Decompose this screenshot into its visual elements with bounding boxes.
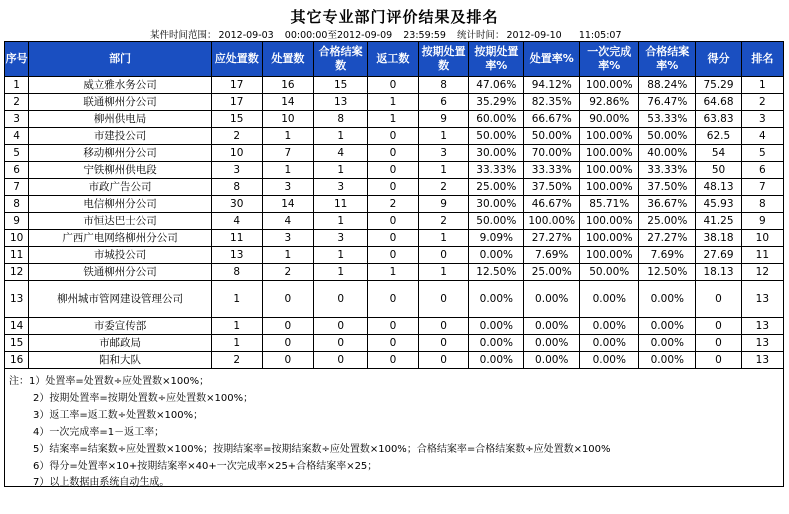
table-cell: 11 — [741, 247, 783, 264]
table-cell: 6 — [741, 162, 783, 179]
report-time-range — [150, 27, 624, 41]
table-cell: 14 — [262, 94, 314, 111]
table-cell: 100.00% — [580, 213, 639, 230]
department-cell: 移动柳州分公司 — [29, 145, 212, 162]
table-cell: 100.00% — [580, 162, 639, 179]
table-cell: 3 — [5, 111, 29, 128]
table-cell: 75.29 — [696, 77, 741, 94]
table-row — [5, 145, 784, 162]
table-cell: 0 — [418, 247, 469, 264]
department-cell: 市邮政局 — [29, 335, 212, 352]
table-row — [5, 352, 784, 369]
column-header: 部门 — [29, 42, 212, 77]
table-row — [5, 247, 784, 264]
table-cell: 2 — [211, 352, 262, 369]
table-cell: 30 — [211, 196, 262, 213]
table-cell: 100.00% — [580, 77, 639, 94]
department-cell: 市建投公司 — [29, 128, 212, 145]
note-line: 5）结案率=结案数÷应处置数×100%；按期结案率=按期结案数÷应处置数×100%；合格结案率=合格结案数÷应处置数×100% — [33, 444, 611, 455]
table-cell: 1 — [418, 128, 469, 145]
column-header: 返工数 — [368, 42, 419, 77]
column-header: 按期处置率% — [469, 42, 524, 77]
table-cell: 37.50% — [639, 179, 696, 196]
table-cell: 8 — [211, 179, 262, 196]
table-cell: 0 — [368, 162, 419, 179]
table-cell: 9.09% — [469, 230, 524, 247]
table-row — [5, 335, 784, 352]
table-cell: 0.00% — [469, 247, 524, 264]
table-cell: 0 — [696, 335, 741, 352]
department-cell: 市政广告公司 — [29, 179, 212, 196]
table-cell: 25.00% — [639, 213, 696, 230]
table-cell: 8 — [418, 77, 469, 94]
table-cell: 0 — [314, 281, 368, 318]
column-header: 合格结案率% — [639, 42, 696, 77]
table-cell: 50 — [696, 162, 741, 179]
stat-date: 2012-09-10 — [506, 30, 562, 41]
table-row — [5, 264, 784, 281]
note-line: 注：1）处置率=处置数÷应处置数×100%； — [9, 376, 210, 387]
table-cell: 0.00% — [524, 281, 580, 318]
table-cell: 3 — [314, 230, 368, 247]
table-cell: 2 — [368, 196, 419, 213]
table-cell: 27.27% — [639, 230, 696, 247]
table-cell: 15 — [5, 335, 29, 352]
table-cell: 4 — [741, 128, 783, 145]
table-cell: 13 — [5, 281, 29, 318]
table-cell: 14 — [5, 318, 29, 335]
table-cell: 2 — [211, 128, 262, 145]
table-cell: 60.00% — [469, 111, 524, 128]
table-cell: 0 — [314, 352, 368, 369]
column-header: 处置数 — [262, 42, 314, 77]
column-header: 按期处置数 — [418, 42, 469, 77]
range-start: 2012-09-03 — [218, 30, 274, 41]
table-cell: 36.67% — [639, 196, 696, 213]
table-cell: 30.00% — [469, 145, 524, 162]
table-cell: 14 — [262, 196, 314, 213]
table-cell: 25.00% — [469, 179, 524, 196]
table-cell: 90.00% — [580, 111, 639, 128]
table-cell: 1 — [211, 318, 262, 335]
table-cell: 0.00% — [639, 352, 696, 369]
table-cell: 0 — [368, 247, 419, 264]
table-cell: 0 — [314, 318, 368, 335]
table-cell: 12.50% — [469, 264, 524, 281]
table-cell: 0 — [418, 318, 469, 335]
table-cell: 9 — [741, 213, 783, 230]
table-cell: 6 — [5, 162, 29, 179]
table-cell: 3 — [211, 162, 262, 179]
stat-label: 统计时间： — [456, 30, 505, 41]
department-cell: 柳州城市管网建设管理公司 — [29, 281, 212, 318]
table-cell: 0 — [368, 128, 419, 145]
table-cell: 0 — [368, 281, 419, 318]
table-cell: 1 — [314, 213, 368, 230]
table-cell: 0.00% — [524, 318, 580, 335]
table-cell: 45.93 — [696, 196, 741, 213]
table-cell: 11 — [5, 247, 29, 264]
table-cell: 30.00% — [469, 196, 524, 213]
table-cell: 27.69 — [696, 247, 741, 264]
table-cell: 15 — [314, 77, 368, 94]
table-cell: 1 — [314, 264, 368, 281]
table-cell: 18.13 — [696, 264, 741, 281]
table-cell: 8 — [211, 264, 262, 281]
table-cell: 7.69% — [524, 247, 580, 264]
table-cell: 2 — [262, 264, 314, 281]
table-cell: 50.00% — [469, 128, 524, 145]
table-cell: 88.24% — [639, 77, 696, 94]
note-line: 6）得分=处置率×10+按期结案率×40+一次完成率×25+合格结案率×25； — [33, 461, 378, 472]
table-cell: 64.68 — [696, 94, 741, 111]
table-cell: 1 — [211, 335, 262, 352]
table-cell: 1 — [5, 77, 29, 94]
table-cell: 10 — [262, 111, 314, 128]
table-cell: 0 — [368, 318, 419, 335]
note-line: 7）以上数据由系统自动生成。 — [33, 477, 170, 488]
table-cell: 13 — [211, 247, 262, 264]
table-cell: 0 — [262, 281, 314, 318]
table-cell: 54 — [696, 145, 741, 162]
table-cell: 1 — [368, 94, 419, 111]
table-cell: 1 — [314, 128, 368, 145]
department-cell: 广西广电网络柳州分公司 — [29, 230, 212, 247]
table-cell: 11 — [211, 230, 262, 247]
table-cell: 0.00% — [580, 352, 639, 369]
table-cell: 15 — [211, 111, 262, 128]
stat-time: 11:05:07 — [578, 30, 622, 41]
table-cell: 10 — [741, 230, 783, 247]
table-header — [5, 42, 784, 77]
table-cell: 0 — [696, 318, 741, 335]
table-row — [5, 196, 784, 213]
note-line: 2）按期处置率=按期处置数÷应处置数×100%； — [33, 393, 254, 404]
column-header: 处置率% — [524, 42, 580, 77]
table-cell: 3 — [741, 111, 783, 128]
table-cell: 50.00% — [580, 264, 639, 281]
table-cell: 0 — [368, 352, 419, 369]
table-cell: 0 — [368, 145, 419, 162]
table-cell: 0 — [262, 352, 314, 369]
table-row — [5, 94, 784, 111]
table-cell: 5 — [741, 145, 783, 162]
table-cell: 33.33% — [469, 162, 524, 179]
table-cell: 4 — [5, 128, 29, 145]
table-cell: 0.00% — [469, 352, 524, 369]
table-cell: 0 — [368, 77, 419, 94]
department-cell: 电信柳州分公司 — [29, 196, 212, 213]
note-line: 3）返工率=返工数÷处置数×100%； — [33, 410, 204, 421]
table-cell: 8 — [314, 111, 368, 128]
range-label: 某件时间范围： — [150, 30, 217, 41]
table-cell: 63.83 — [696, 111, 741, 128]
table-cell: 8 — [741, 196, 783, 213]
table-cell: 0 — [418, 335, 469, 352]
table-cell: 0.00% — [524, 335, 580, 352]
table-cell: 0.00% — [469, 281, 524, 318]
table-row — [5, 111, 784, 128]
table-cell: 0.00% — [580, 335, 639, 352]
table-cell: 41.25 — [696, 213, 741, 230]
table-cell: 35.29% — [469, 94, 524, 111]
table-cell: 0.00% — [524, 352, 580, 369]
table-cell: 40.00% — [639, 145, 696, 162]
report-title: 其它专业部门评价结果及排名 — [290, 8, 499, 26]
table-cell: 0 — [262, 335, 314, 352]
table-cell: 16 — [262, 77, 314, 94]
table-cell: 0.00% — [580, 318, 639, 335]
table-cell: 0 — [368, 335, 419, 352]
table-cell: 0 — [368, 213, 419, 230]
table-cell: 0 — [368, 230, 419, 247]
table-row — [5, 213, 784, 230]
table-cell: 13 — [314, 94, 368, 111]
table-cell: 10 — [5, 230, 29, 247]
table-cell: 2 — [741, 94, 783, 111]
table-cell: 3 — [262, 179, 314, 196]
column-header: 一次完成率% — [580, 42, 639, 77]
table-row — [5, 281, 784, 318]
department-cell: 柳州供电局 — [29, 111, 212, 128]
table-cell: 27.27% — [524, 230, 580, 247]
table-cell: 76.47% — [639, 94, 696, 111]
table-cell: 100.00% — [580, 128, 639, 145]
table-cell: 48.13 — [696, 179, 741, 196]
table-cell: 25.00% — [524, 264, 580, 281]
table-cell: 100.00% — [524, 213, 580, 230]
table-cell: 100.00% — [580, 247, 639, 264]
department-cell: 铁通柳州分公司 — [29, 264, 212, 281]
table-cell: 12 — [5, 264, 29, 281]
table-cell: 0 — [696, 352, 741, 369]
table-cell: 1 — [314, 162, 368, 179]
table-cell: 1 — [418, 162, 469, 179]
column-header: 应处置数 — [211, 42, 262, 77]
table-cell: 50.00% — [469, 213, 524, 230]
table-cell: 0.00% — [469, 335, 524, 352]
table-row — [5, 318, 784, 335]
table-cell: 7 — [5, 179, 29, 196]
table-row — [5, 230, 784, 247]
table-cell: 1 — [262, 247, 314, 264]
table-cell: 8 — [5, 196, 29, 213]
note-line: 4）一次完成率=1－返工率； — [33, 427, 165, 438]
range-end-time: 23:59:59 — [403, 30, 446, 41]
table-cell: 1 — [418, 264, 469, 281]
department-cell: 市城投公司 — [29, 247, 212, 264]
table-cell: 4 — [262, 213, 314, 230]
table-row — [5, 162, 784, 179]
table-cell: 47.06% — [469, 77, 524, 94]
table-cell: 100.00% — [580, 230, 639, 247]
column-header: 合格结案数 — [314, 42, 368, 77]
table-cell: 13 — [741, 318, 783, 335]
table-cell: 70.00% — [524, 145, 580, 162]
table-row — [5, 179, 784, 196]
table-cell: 17 — [211, 77, 262, 94]
table-cell: 1 — [211, 281, 262, 318]
department-cell: 市委宣传部 — [29, 318, 212, 335]
table-cell: 3 — [262, 230, 314, 247]
table-cell: 37.50% — [524, 179, 580, 196]
table-cell: 7.69% — [639, 247, 696, 264]
table-cell: 0 — [314, 335, 368, 352]
table-cell: 0 — [368, 179, 419, 196]
table-cell: 0.00% — [580, 281, 639, 318]
table-cell: 4 — [314, 145, 368, 162]
table-cell: 1 — [262, 128, 314, 145]
column-header: 得分 — [696, 42, 741, 77]
table-cell: 7 — [262, 145, 314, 162]
table-cell: 94.12% — [524, 77, 580, 94]
table-cell: 1 — [262, 162, 314, 179]
table-cell: 3 — [418, 145, 469, 162]
table-cell: 6 — [418, 94, 469, 111]
table-cell: 9 — [5, 213, 29, 230]
table-cell: 5 — [5, 145, 29, 162]
table-cell: 12.50% — [639, 264, 696, 281]
table-row — [5, 77, 784, 94]
table-body — [5, 77, 784, 369]
table-cell: 13 — [741, 335, 783, 352]
table-cell: 46.67% — [524, 196, 580, 213]
table-cell: 16 — [5, 352, 29, 369]
table-cell: 85.71% — [580, 196, 639, 213]
table-cell: 7 — [741, 179, 783, 196]
department-cell: 威立雅水务公司 — [29, 77, 212, 94]
table-cell: 12 — [741, 264, 783, 281]
table-cell: 2 — [418, 179, 469, 196]
table-cell: 1 — [368, 111, 419, 128]
table-cell: 17 — [211, 94, 262, 111]
table-cell: 1 — [741, 77, 783, 94]
column-header: 序号 — [5, 42, 29, 77]
table-cell: 100.00% — [580, 145, 639, 162]
table-cell: 38.18 — [696, 230, 741, 247]
table-cell: 0 — [418, 352, 469, 369]
table-cell: 50.00% — [639, 128, 696, 145]
table-row — [5, 128, 784, 145]
column-header: 排名 — [741, 42, 783, 77]
table-cell: 0 — [696, 281, 741, 318]
table-cell: 66.67% — [524, 111, 580, 128]
table-cell: 0.00% — [639, 281, 696, 318]
table-cell: 2 — [5, 94, 29, 111]
table-cell: 0.00% — [639, 318, 696, 335]
department-cell: 市恒达巴士公司 — [29, 213, 212, 230]
table-cell: 2 — [418, 213, 469, 230]
department-cell: 联通柳州分公司 — [29, 94, 212, 111]
table-cell: 53.33% — [639, 111, 696, 128]
table-cell: 0 — [262, 318, 314, 335]
table-cell: 100.00% — [580, 179, 639, 196]
table-cell: 1 — [368, 264, 419, 281]
table-cell: 13 — [741, 281, 783, 318]
department-cell: 阳和大队 — [29, 352, 212, 369]
range-start-time: 00:00:00至2012-09-09 — [284, 30, 393, 41]
table-cell: 0.00% — [469, 318, 524, 335]
table-cell: 4 — [211, 213, 262, 230]
table-cell: 1 — [314, 247, 368, 264]
table-cell: 10 — [211, 145, 262, 162]
table-cell: 3 — [314, 179, 368, 196]
table-cell: 50.00% — [524, 128, 580, 145]
department-cell: 宁铁柳州供电段 — [29, 162, 212, 179]
table-cell: 0 — [418, 281, 469, 318]
table-cell: 92.86% — [580, 94, 639, 111]
table-cell: 9 — [418, 111, 469, 128]
table-cell: 62.5 — [696, 128, 741, 145]
evaluation-table — [4, 41, 784, 369]
table-cell: 13 — [741, 352, 783, 369]
table-cell: 82.35% — [524, 94, 580, 111]
table-cell: 0.00% — [639, 335, 696, 352]
table-cell: 1 — [418, 230, 469, 247]
table-cell: 11 — [314, 196, 368, 213]
table-cell: 33.33% — [524, 162, 580, 179]
table-cell: 9 — [418, 196, 469, 213]
notes-box — [4, 368, 784, 487]
table-cell: 33.33% — [639, 162, 696, 179]
